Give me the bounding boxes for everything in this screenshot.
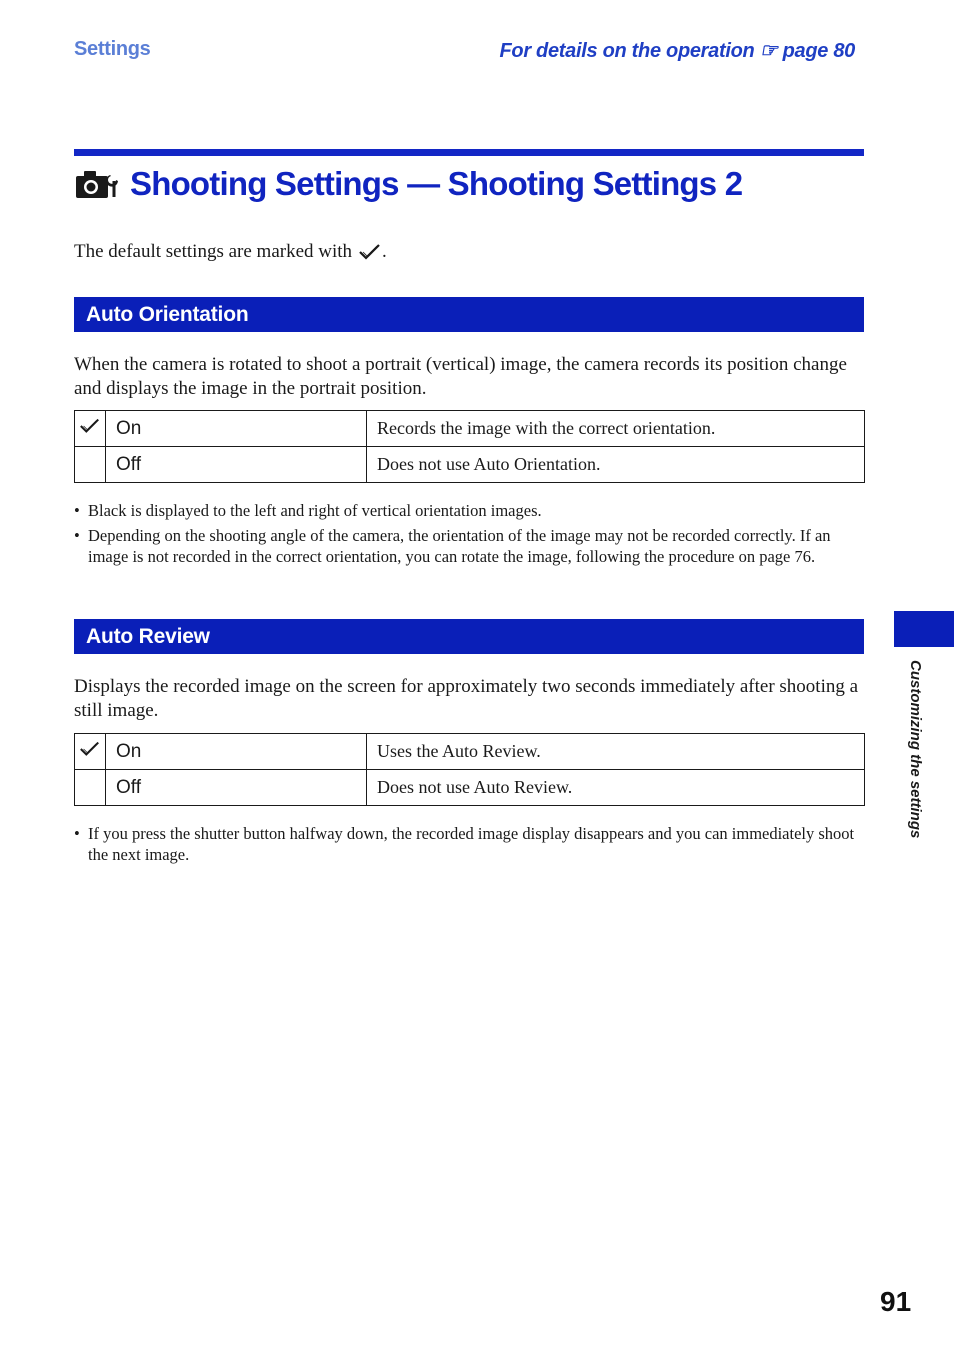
list-item [74,823,864,865]
bullet-dot: • [74,824,80,843]
note-text: If you press the shutter button halfway down, the recorded image display disappears and you can immediately shoot the next image. [88,824,855,864]
options-table-auto-orientation [74,410,865,483]
option-name: On [106,734,367,770]
option-description: Records the image with the correct orientation. [367,411,865,447]
check-mark-icon [358,243,382,261]
header-section-label: Settings [74,38,151,60]
default-marker-cell [75,770,106,806]
table-row [75,734,865,770]
title-rule [74,149,864,156]
default-marker-cell [75,734,106,770]
header-details-page: page 80 [782,40,855,62]
header-details-text: For details on the operation [499,40,755,62]
camera-settings-icon [74,167,120,201]
check-mark-icon [79,417,101,435]
section-description: When the camera is rotated to shoot a portrait (vertical) image, the camera records its position change and displays the image in the portrait position. [74,354,847,399]
list-item [74,525,864,567]
options-table-auto-review [74,733,865,806]
header-details-link[interactable] [499,38,855,63]
pointing-hand-icon: ☞ [759,40,778,62]
default-marker-cell [75,447,106,483]
page-title-text: Shooting Settings — Shooting Settings 2 [130,165,743,202]
default-marker-cell [75,411,106,447]
note-text: Depending on the shooting angle of the camera, the orientation of the image may not be recorded correctly. If an image is not recorded in the correct orientation, you can rotate the image, following the procedure on page 76. [88,526,831,566]
option-description: Does not use Auto Orientation. [367,447,865,483]
option-name: Off [106,770,367,806]
option-description: Uses the Auto Review. [367,734,865,770]
table-row [75,770,865,806]
notes-list [74,500,864,571]
bullet-dot: • [74,501,80,520]
bullet-dot: • [74,526,80,545]
check-mark-icon [79,740,101,758]
option-description: Does not use Auto Review. [367,770,865,806]
side-tab [894,611,954,647]
notes-list [74,823,864,869]
section-heading-auto-review: Auto Review [74,619,864,654]
table-row [75,447,865,483]
default-note [74,241,387,263]
default-note-text: The default settings are marked with [74,241,353,262]
list-item [74,500,864,521]
page-title [74,162,864,206]
option-name: On [106,411,367,447]
side-tab-label: Customizing the settings [907,660,924,839]
page-number: 91 [880,1286,912,1317]
option-name: Off [106,447,367,483]
note-text: Black is displayed to the left and right of vertical orientation images. [88,501,542,520]
section-heading-auto-orientation: Auto Orientation [74,297,864,332]
section-description: Displays the recorded image on the screen for approximately two seconds immediately after shooting a still image. [74,676,859,721]
table-row [75,411,865,447]
default-note-suffix: . [382,241,387,262]
